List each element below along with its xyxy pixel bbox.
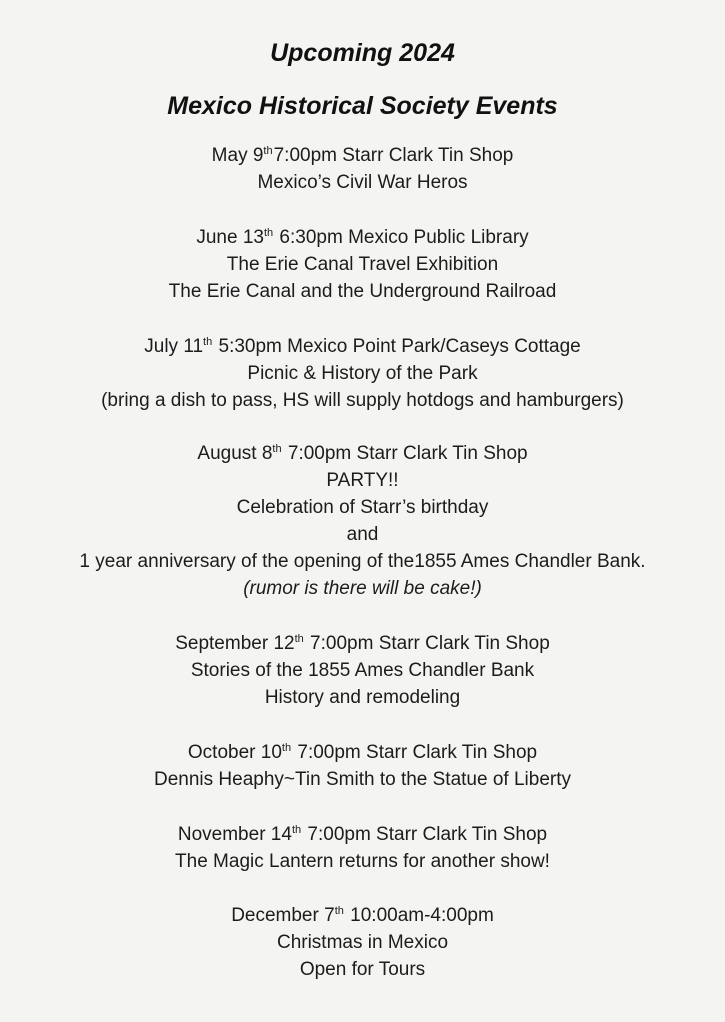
date-suffix: th [263, 227, 274, 239]
event-date: October 10 [187, 742, 282, 763]
event-description: Celebration of Starr’s birthday [236, 497, 489, 518]
event-date-line [0, 739, 725, 766]
event-date: May 9 [211, 145, 264, 166]
event-july [0, 333, 725, 414]
event-october [0, 739, 725, 793]
event-description: Mexico’s Civil War Heros [257, 172, 468, 193]
event-time-location: 7:00pm Starr Clark Tin Shop [273, 145, 514, 166]
event-june [0, 224, 725, 305]
event-description: and [346, 524, 379, 545]
event-may [0, 142, 725, 196]
event-description: The Erie Canal Travel Exhibition [226, 254, 499, 275]
event-description: Picnic & History of the Park [247, 363, 478, 384]
event-description: Dennis Heaphy~Tin Smith to the Statue of Liberty [154, 769, 571, 790]
date-suffix: th [281, 742, 292, 754]
event-time-location: 6:30pm Mexico Public Library [274, 227, 529, 248]
event-august [0, 440, 725, 602]
event-description: 1 year anniversary of the opening of the1855 Ames Chandler Bank. [79, 551, 646, 572]
event-date: September 12 [175, 633, 295, 654]
event-description: Stories of the 1855 Ames Chandler Bank [190, 660, 535, 681]
event-time-location: 7:00pm Starr Clark Tin Shop [282, 443, 528, 464]
event-date: August 8 [197, 443, 273, 464]
date-suffix: th [294, 633, 304, 645]
event-description: The Magic Lantern returns for another show! [175, 851, 550, 872]
event-note: (rumor is there will be cake!) [243, 578, 482, 599]
event-time-location: 7:00pm Starr Clark Tin Shop [292, 742, 538, 763]
event-time-location: 5:30pm Mexico Point Park/Caseys Cottage [213, 336, 581, 357]
event-time-location: 7:00pm Starr Clark Tin Shop [304, 633, 550, 654]
event-date-line [0, 142, 725, 169]
event-description: PARTY!! [326, 470, 399, 491]
event-description: Christmas in Mexico [276, 932, 449, 953]
event-time-location: 7:00pm Starr Clark Tin Shop [302, 824, 548, 845]
heading-upcoming: Upcoming 2024 [270, 39, 455, 67]
event-november [0, 821, 725, 875]
event-date-line [0, 333, 725, 360]
event-date-line [0, 821, 725, 848]
event-date: July 11 [144, 336, 204, 357]
event-date-line [0, 224, 725, 251]
event-description: Open for Tours [299, 959, 426, 980]
event-description: (bring a dish to pass, HS will supply hotdogs and hamburgers) [101, 390, 624, 411]
date-suffix: th [203, 336, 213, 348]
event-date-line [0, 440, 725, 467]
event-date: June 13 [196, 227, 264, 248]
date-suffix: th [263, 145, 273, 157]
event-date: November 14 [177, 824, 292, 845]
event-date-line [0, 902, 725, 929]
event-time-location: 10:00am-4:00pm [344, 905, 494, 926]
date-suffix: th [291, 824, 302, 836]
date-suffix: th [272, 443, 282, 455]
event-description: History and remodeling [264, 687, 461, 708]
event-description: The Erie Canal and the Underground Railroad [168, 281, 557, 302]
date-suffix: th [334, 905, 344, 917]
event-date: December 7 [231, 905, 335, 926]
event-december [0, 902, 725, 983]
event-september [0, 630, 725, 711]
heading-society-events: Mexico Historical Society Events [167, 92, 558, 120]
event-date-line [0, 630, 725, 657]
